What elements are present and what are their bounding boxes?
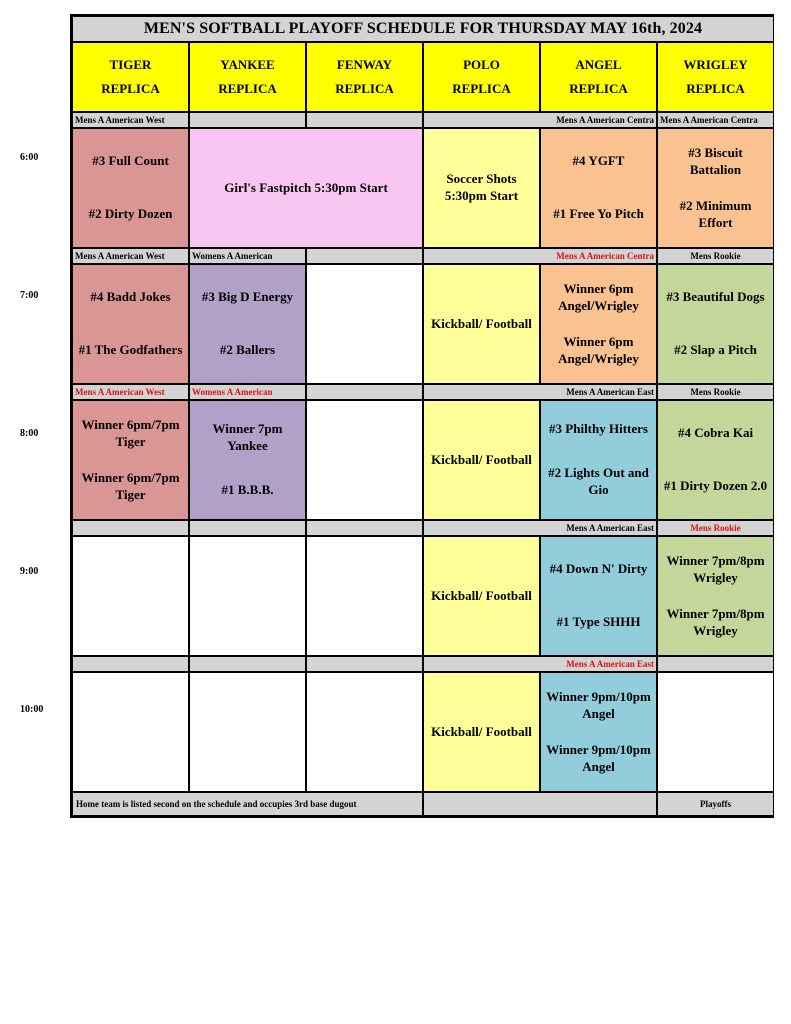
division-label: Mens A American East [423, 384, 657, 400]
away-team: Winner 6pm Angel/Wrigley [558, 280, 639, 313]
empty-slot [189, 672, 306, 792]
polo-9pm [423, 536, 540, 656]
time-label: 7:00 [20, 290, 39, 301]
event-text: Kickball/ Football [431, 723, 532, 739]
field-sub: REPLICA [101, 81, 160, 96]
division-label-empty [189, 112, 306, 128]
home-team: Winner 9pm/10pm Angel [546, 741, 651, 774]
field-header-tiger [72, 42, 189, 112]
division-label: Mens A American Centra [657, 112, 774, 128]
field-sub: REPLICA [335, 81, 394, 96]
field-header-wrigley [657, 42, 774, 112]
game-angel-6pm [540, 128, 657, 248]
division-label: Mens Rookie [657, 384, 774, 400]
field-sub: REPLICA [452, 81, 511, 96]
polo-8pm [423, 400, 540, 520]
division-label-empty [306, 384, 423, 400]
field-sub: REPLICA [686, 81, 745, 96]
game-tiger-6pm [72, 128, 189, 248]
home-team: #2 Slap a Pitch [674, 342, 757, 358]
field-header-angel [540, 42, 657, 112]
game-tiger-8pm [72, 400, 189, 520]
division-label: Mens Rookie [657, 520, 774, 536]
game-tiger-7pm [72, 264, 189, 384]
empty-slot [657, 672, 774, 792]
away-team: #3 Full Count [92, 153, 169, 169]
home-team: #1 Free Yo Pitch [553, 206, 644, 222]
home-team: #2 Ballers [219, 342, 276, 358]
division-label: Mens A American East [423, 520, 657, 536]
division-label-empty [189, 520, 306, 536]
field-sub: REPLICA [218, 81, 277, 96]
home-team: #1 Dirty Dozen 2.0 [663, 478, 768, 494]
division-label: Mens A American Centra [423, 248, 657, 264]
polo-7pm [423, 264, 540, 384]
empty-slot [306, 400, 423, 520]
footer-blank [423, 792, 657, 816]
field-header-fenway [306, 42, 423, 112]
division-label-empty [657, 656, 774, 672]
away-team: Winner 7pm/8pm Wrigley [666, 552, 765, 585]
home-team: Winner 6pm/7pm Tiger [81, 469, 180, 502]
game-yankee-7pm [189, 264, 306, 384]
time-column [0, 0, 70, 830]
empty-slot [306, 264, 423, 384]
division-label: Mens Rookie [657, 248, 774, 264]
game-angel-9pm [540, 536, 657, 656]
game-angel-7pm [540, 264, 657, 384]
division-label-empty [306, 656, 423, 672]
away-team: #4 Cobra Kai [677, 425, 754, 441]
polo-10pm [423, 672, 540, 792]
game-wrigley-6pm [657, 128, 774, 248]
division-label: Mens A American West [72, 112, 189, 128]
division-label: Mens A American West [72, 248, 189, 264]
home-team: #1 Type SHHH [556, 614, 641, 630]
division-label-empty [72, 656, 189, 672]
empty-slot [306, 672, 423, 792]
empty-slot [72, 536, 189, 656]
game-yankee-8pm [189, 400, 306, 520]
home-team: Winner 7pm/8pm Wrigley [666, 605, 765, 638]
home-team: #1 B.B.B. [221, 482, 274, 498]
event-text: Girl's Fastpitch 5:30pm Start [224, 179, 388, 195]
away-team: #4 Badd Jokes [90, 289, 171, 305]
division-label-empty [306, 112, 423, 128]
empty-slot [189, 536, 306, 656]
field-name: WRIGLEY [683, 57, 748, 72]
away-team: Winner 6pm/7pm Tiger [81, 416, 180, 449]
event-text: Kickball/ Football [431, 451, 532, 467]
empty-slot [72, 672, 189, 792]
home-team: #2 Lights Out and Gio [548, 465, 649, 498]
division-label: Womens A American [189, 384, 306, 400]
division-label-empty [306, 520, 423, 536]
game-wrigley-8pm [657, 400, 774, 520]
away-team: Winner 7pm Yankee [212, 420, 283, 453]
home-team: Winner 6pm Angel/Wrigley [558, 333, 639, 366]
division-label: Mens A American Centra [423, 112, 657, 128]
away-team: #3 Biscuit Battalion [688, 144, 743, 177]
time-label: 9:00 [20, 566, 39, 577]
time-label: 6:00 [20, 152, 39, 163]
field-name: FENWAY [336, 57, 393, 72]
away-team: #3 Philthy Hitters [549, 420, 648, 436]
field-name: YANKEE [220, 57, 275, 72]
division-label-empty [189, 656, 306, 672]
field-name: TIGER [109, 57, 152, 72]
schedule-table [70, 14, 774, 818]
event-text: Soccer Shots 5:30pm Start [444, 171, 519, 203]
game-angel-10pm [540, 672, 657, 792]
footer-note: Home team is listed second on the schedule and occupies 3rd base dugout [72, 792, 423, 816]
division-label: Mens A American West [72, 384, 189, 400]
home-team: #2 Minimum Effort [679, 197, 752, 230]
division-label: Mens A American East [423, 656, 657, 672]
away-team: #4 Down N' Dirty [549, 561, 648, 577]
away-team: #4 YGFT [572, 153, 625, 169]
field-header-polo [423, 42, 540, 112]
division-label-empty [306, 248, 423, 264]
division-label-empty [72, 520, 189, 536]
away-team: #3 Beautiful Dogs [666, 289, 765, 305]
game-angel-8pm [540, 400, 657, 520]
division-label: Womens A American [189, 248, 306, 264]
home-team: #2 Dirty Dozen [88, 206, 173, 222]
field-header-yankee [189, 42, 306, 112]
game-wrigley-7pm [657, 264, 774, 384]
event-text: Kickball/ Football [431, 315, 532, 331]
footer-playoffs: Playoffs [657, 792, 774, 816]
empty-slot [306, 536, 423, 656]
time-label: 10:00 [20, 704, 44, 715]
polo-6pm [423, 128, 540, 248]
page-title: MEN'S SOFTBALL PLAYOFF SCHEDULE FOR THURSDAY MAY 16th, 2024 [72, 16, 774, 42]
home-team: #1 The Godfathers [78, 342, 183, 358]
event-text: Kickball/ Football [431, 587, 532, 603]
away-team: Winner 9pm/10pm Angel [546, 688, 651, 721]
field-name: POLO [463, 57, 500, 72]
field-sub: REPLICA [569, 81, 628, 96]
away-team: #3 Big D Energy [201, 289, 294, 305]
field-name: ANGEL [575, 57, 622, 72]
fastpitch-block [189, 128, 423, 248]
time-label: 8:00 [20, 428, 39, 439]
game-wrigley-9pm [657, 536, 774, 656]
